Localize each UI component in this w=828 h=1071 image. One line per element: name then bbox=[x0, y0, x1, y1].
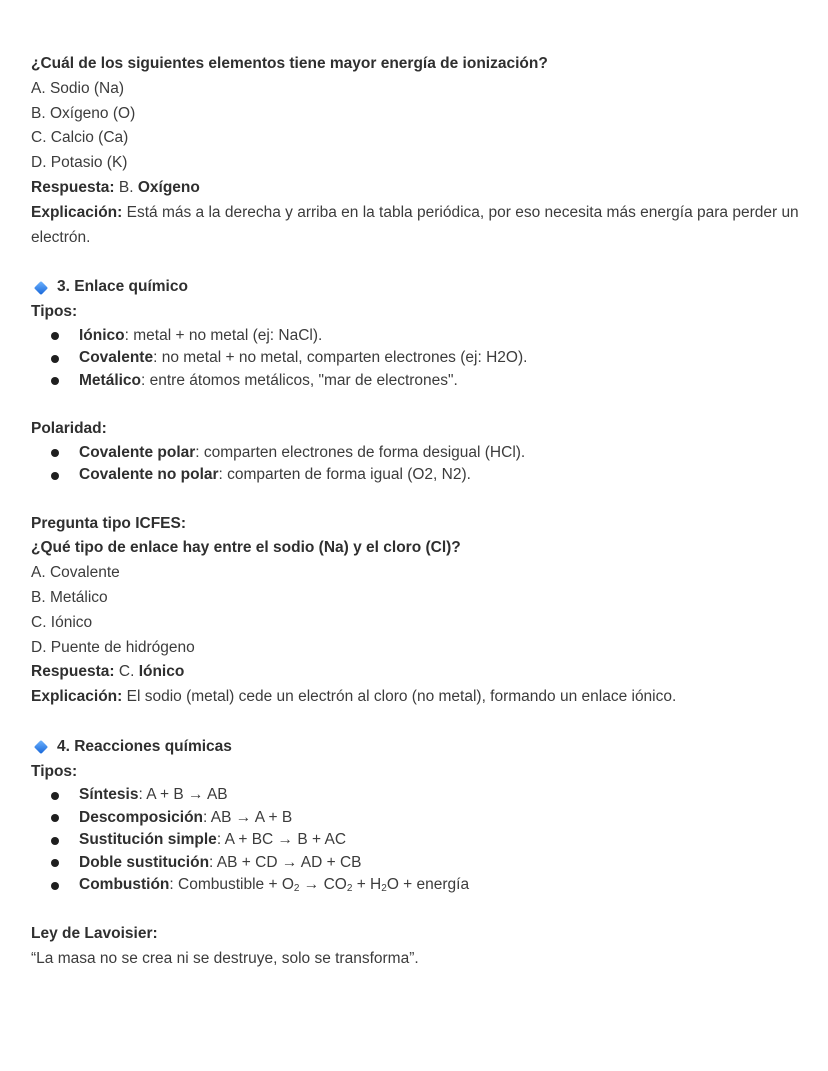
bullet-icon bbox=[51, 859, 59, 867]
explanation-text: Está más a la derecha y arriba en la tabla periódica, por eso necesita más energía para perder un electrón. bbox=[31, 203, 799, 246]
option-a: A. Sodio (Na) bbox=[31, 79, 125, 97]
bullet-icon bbox=[51, 472, 59, 480]
list-item: Síntesis: A + B → AB bbox=[31, 784, 798, 807]
bullet-icon bbox=[51, 332, 59, 340]
option-b: B. Metálico bbox=[31, 589, 108, 607]
list-item: Sustitución simple: A + BC → B + AC bbox=[31, 829, 798, 852]
answer-letter: C. bbox=[118, 663, 135, 681]
section-4-title: 4. Reacciones químicas bbox=[57, 737, 232, 755]
explanation-label: Explicación: bbox=[31, 688, 123, 706]
bullet-icon bbox=[51, 792, 59, 800]
bond-types-list bbox=[31, 325, 798, 393]
section-3-title: 3. Enlace químico bbox=[57, 278, 188, 296]
bullet-icon bbox=[51, 355, 59, 363]
answer-1 bbox=[31, 176, 798, 201]
answer-letter: B. bbox=[118, 178, 134, 196]
question-type-label: Pregunta tipo ICFES: bbox=[31, 514, 186, 532]
explanation-1 bbox=[31, 201, 801, 251]
reaction-types-list bbox=[31, 784, 798, 897]
types-label: Tipos: bbox=[31, 302, 78, 320]
option-b: B. Oxígeno (O) bbox=[31, 104, 136, 122]
list-item: Doble sustitución: AB + CD → AD + CB bbox=[31, 852, 798, 875]
bullet-icon bbox=[51, 377, 59, 385]
explanation-2 bbox=[31, 685, 798, 710]
option-c: C. Iónico bbox=[31, 613, 93, 631]
answer-label: Respuesta: bbox=[31, 663, 115, 681]
polarity-label: Polaridad: bbox=[31, 420, 107, 438]
types-label: Tipos: bbox=[31, 762, 78, 780]
list-item: Metálico: entre átomos metálicos, "mar de electrones". bbox=[31, 370, 798, 393]
answer-label: Respuesta: bbox=[31, 178, 115, 196]
option-c: C. Calcio (Ca) bbox=[31, 129, 129, 147]
section-4-heading bbox=[31, 735, 798, 760]
bullet-icon bbox=[51, 882, 59, 890]
list-item: Descomposición: AB → A + B bbox=[31, 807, 798, 830]
answer-text: Oxígeno bbox=[137, 178, 200, 196]
lavoisier-quote: “La masa no se crea ni se destruye, solo se transforma”. bbox=[31, 949, 419, 967]
section-3-heading bbox=[31, 275, 798, 300]
question-2: ¿Qué tipo de enlace hay entre el sodio (Na) y el cloro (Cl)? bbox=[31, 539, 461, 557]
explanation-label: Explicación: bbox=[31, 203, 123, 221]
bullet-icon bbox=[51, 814, 59, 822]
answer-text: Iónico bbox=[138, 663, 185, 681]
option-d: D. Puente de hidrógeno bbox=[31, 638, 195, 656]
polarity-list bbox=[31, 442, 798, 487]
list-item: Covalente polar: comparten electrones de forma desigual (HCl). bbox=[31, 442, 798, 465]
explanation-text: El sodio (metal) cede un electrón al cloro (no metal), formando un enlace iónico. bbox=[126, 688, 677, 706]
bullet-icon bbox=[51, 449, 59, 457]
option-d: D. Potasio (K) bbox=[31, 154, 128, 172]
list-item: Covalente: no metal + no metal, comparten electrones (ej: H2O). bbox=[31, 347, 798, 370]
blue-diamond-icon bbox=[34, 740, 48, 754]
list-item: Covalente no polar: comparten de forma igual (O2, N2). bbox=[31, 464, 798, 487]
list-item: Combustión: Combustible + $O_2 \to CO_2 + H_2O$ + energía bbox=[31, 874, 798, 897]
lavoisier-label: Ley de Lavoisier: bbox=[31, 924, 158, 942]
option-a: A. Covalente bbox=[31, 564, 120, 582]
bullet-icon bbox=[51, 837, 59, 845]
blue-diamond-icon bbox=[34, 280, 48, 294]
question-1: ¿Cuál de los siguientes elementos tiene mayor energía de ionización? bbox=[31, 55, 548, 72]
list-item: Iónico: metal + no metal (ej: NaCl). bbox=[31, 325, 798, 348]
answer-2 bbox=[31, 660, 798, 685]
